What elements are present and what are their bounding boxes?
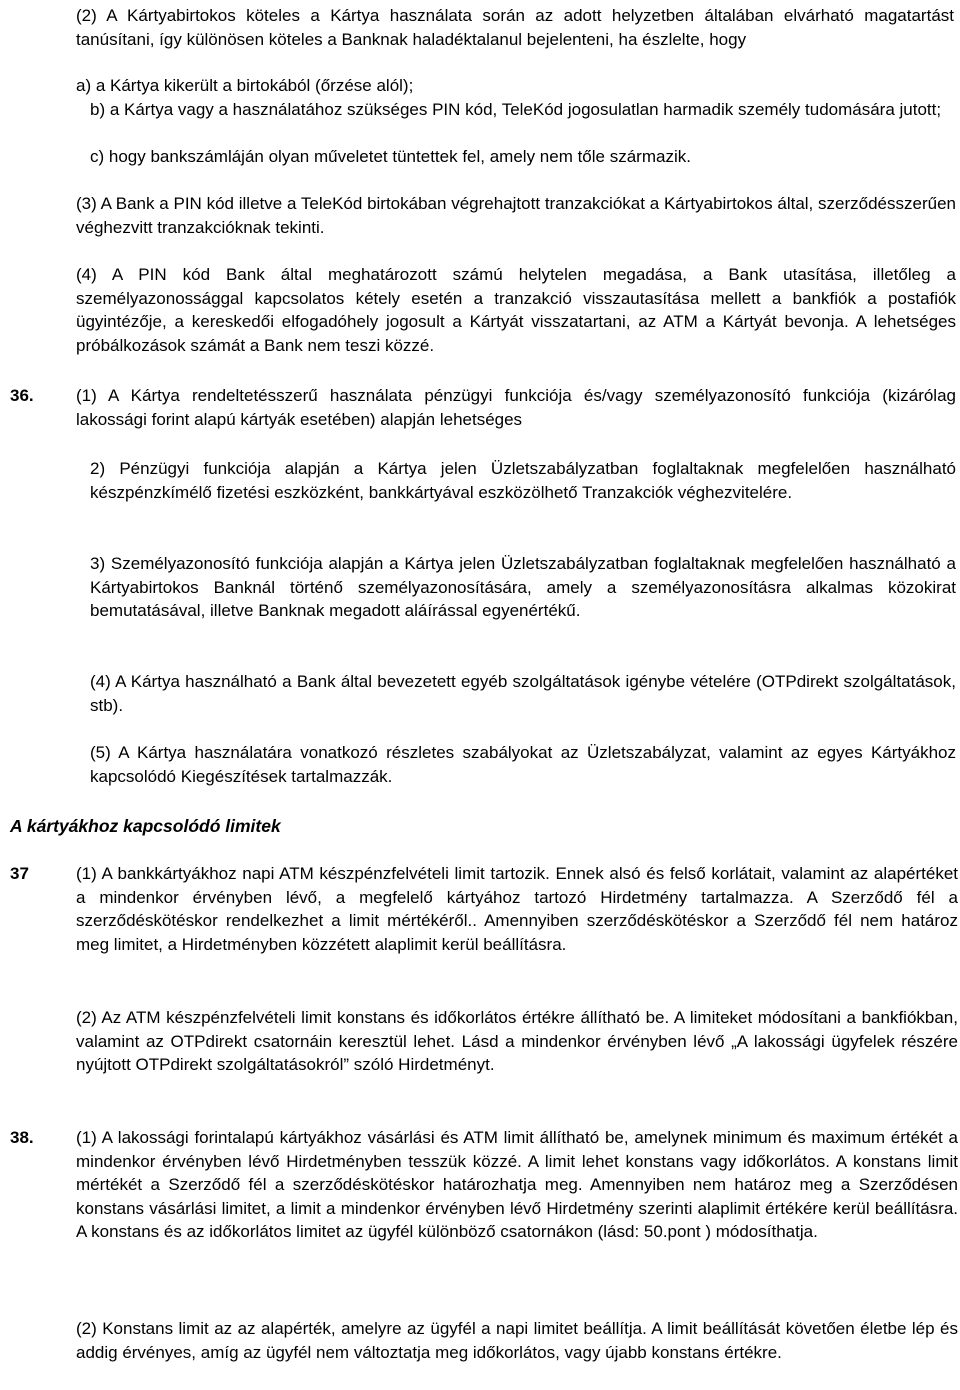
paragraph-35-3: (3) A Bank a PIN kód illetve a TeleKód birtokában végrehajtott tranzakciókat a Kártyabirtokos által, szerződésszerűen véghezvitt tranzakcióknak tekinti. xyxy=(76,194,956,237)
paragraph-36-2: 2) Pénzügyi funkciója alapján a Kártya jelen Üzletszabályzatban foglaltaknak megfelelően használható készpénzkímélő fizetési eszközként, bankkártyával eszközölhető Tranzakciók véghezvitelére. xyxy=(90,459,956,502)
section-number-37: 37 xyxy=(10,864,29,883)
section-heading-limits: A kártyákhoz kapcsolódó limitek xyxy=(10,816,281,836)
paragraph-36-3: 3) Személyazonosító funkciója alapján a Kártya jelen Üzletszabályzatban foglaltaknak megfelelően használható a Kártyabirtokos Banknál történő személyazonosítására, amely a személyazonosításra alkalmas közokirat bemutatásával, illetve Banknak megadott aláírással egyenértékű. xyxy=(90,554,956,620)
paragraph-37-1: (1) A bankkártyákhoz napi ATM készpénzfelvételi limit tartozik. Ennek alsó és felső korlátait, valamint az alapértéket a mindenkor érvényben lévő, a megfelelő kártyához tartozó Hirdetmény tartalmazza. A Szerződő fél a szerződéskötéskor rendelkezhet a limit mértékéről.. Amennyiben szerződéskötéskor a Szerződő fél nem határoz meg limitet, a Hirdetményben közzétett alaplimit kerül beállításra. xyxy=(76,864,958,954)
list-item-b: b) a Kártya vagy a használatához szükséges PIN kód, TeleKód jogosulatlan harmadik személy tudomására jutott; xyxy=(90,100,942,119)
list-item-c: c) hogy bankszámláján olyan műveletet tüntettek fel, amely nem tőle származik. xyxy=(90,147,691,166)
paragraph-38-2: (2) Konstans limit az az alapérték, amelyre az ügyfél a napi limitet beállítja. A limit beállítását követően életbe lép és addig érvényes, amíg az ügyfél nem változtatja meg időkorlátos, vagy újabb konstans értékre. xyxy=(76,1319,958,1362)
paragraph-37-2: (2) Az ATM készpénzfelvételi limit konstans és időkorlátos értékre állítható be. A limiteket módosítani a bankfiókban, valamint az OTPdirekt csatornáin keresztül lehet. Lásd a mindenkor érvényben lévő „A lakossági ügyfelek részére nyújtott OTPdirekt szolgáltatásokról” szóló Hirdetményt. xyxy=(76,1008,958,1074)
paragraph-35-4: (4) A PIN kód Bank által meghatározott számú helytelen megadása, a Bank utasítása, illetőleg a személyazonossággal kapcsolatos kétely esetén a tranzakció visszautasítása mellett a bankfiók a postafiók ügyintézője, a kereskedői elfogadóhely jogosult a Kártyát visszatartani, az ATM a Kártyát bevonja. A lehetséges próbálkozások számát a Bank nem teszi közzé. xyxy=(76,265,956,355)
list-item-a: a) a Kártya kikerült a birtokából (őrzése alól); xyxy=(76,76,414,95)
paragraph-36-4: (4) A Kártya használható a Bank által bevezetett egyéb szolgáltatások igénybe vételére (OTPdirekt szolgáltatások, stb). xyxy=(90,672,956,715)
section-number-36: 36. xyxy=(10,386,34,405)
paragraph-36-1: (1) A Kártya rendeltetésszerű használata pénzügyi funkciója és/vagy személyazonosító funkciója (kizárólag lakossági forint alapú kártyák esetében) alapján lehetséges xyxy=(76,386,956,429)
paragraph-38-1: (1) A lakossági forintalapú kártyákhoz vásárlási és ATM limit állítható be, amelynek minimum és maximum értékét a mindenkor érvényben lévő Hirdetményben tesszük közzé. A limit lehet konstans vagy időkorlátos. A konstans limit mértékét a Szerződő fél a szerződéskötéskor határozhatja meg. Amennyiben nem határoz meg a Szerződésen konstans vásárlási limitet, a limit a mindenkor érvényben lévő Hirdetmény szerinti alaplimit értékére kerül beállításra. A konstans és az időkorlátos limitet az ügyfél különböző csatornákon (lásd: 50.pont ) módosíthatja. xyxy=(76,1128,958,1241)
paragraph-36-5: (5) A Kártya használatára vonatkozó részletes szabályokat az Üzletszabályzat, valamint az egyes Kártyákhoz kapcsolódó Kiegészítések tartalmazzák. xyxy=(90,743,956,786)
section-number-38: 38. xyxy=(10,1128,34,1147)
paragraph-35-2-intro: (2) A Kártyabirtokos köteles a Kártya használata során az adott helyzetben általában elvárható magatartást tanúsítani, így különösen köteles a Banknak haladéktalanul bejelenteni, ha észlelte, hogy xyxy=(76,6,954,49)
